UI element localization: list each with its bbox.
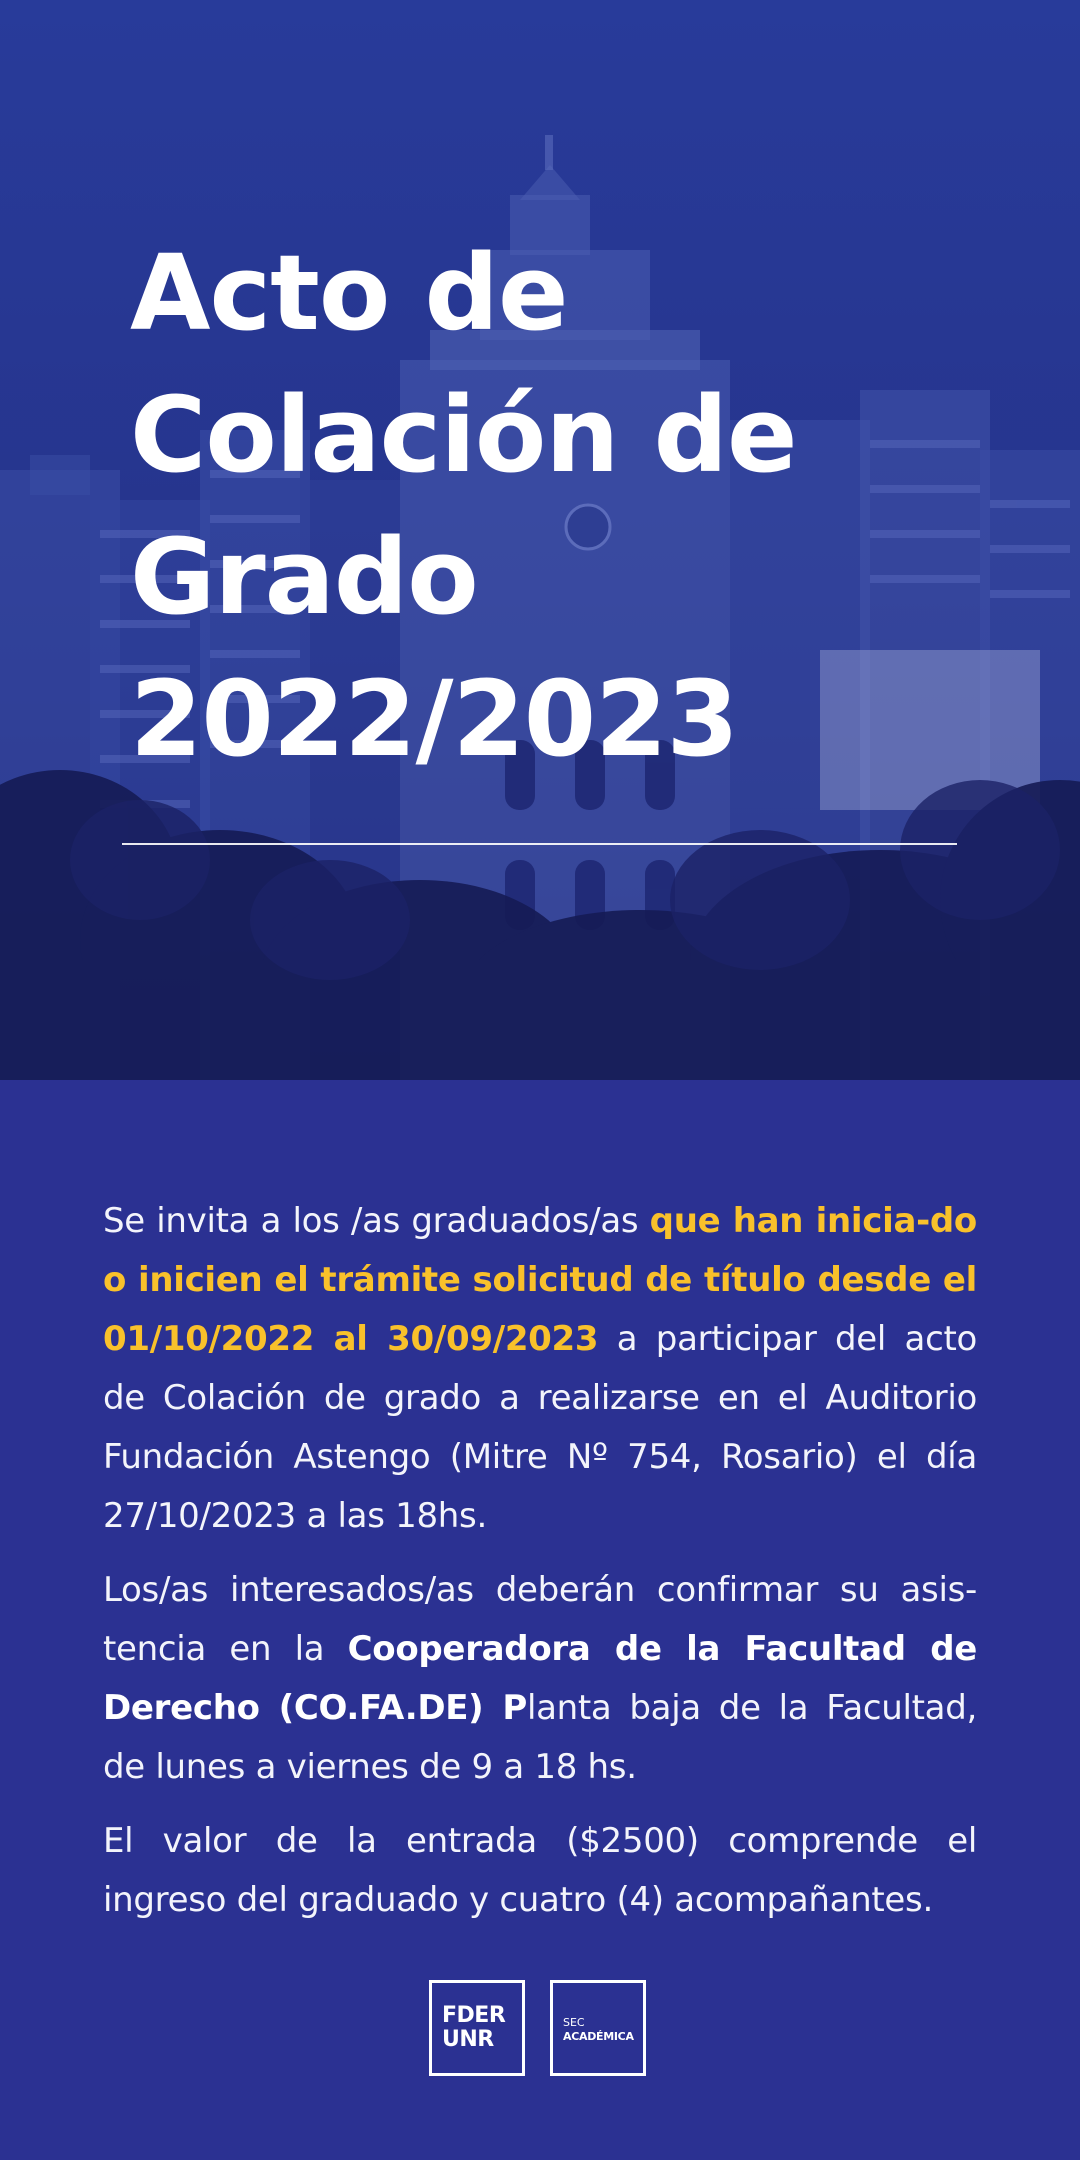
sec-logo-line-1: SEC [563, 2016, 585, 2029]
invitation-date-range: que han inicia-do o inicien el trámite solicitud de título desde el 01/10/2022 al 30/09/2023 [103, 1201, 977, 1359]
title-line-1: Acto de [130, 232, 568, 354]
cooperadora-name: Cooperadora de la Facultad de Derecho (CO.FA.DE) P [103, 1629, 978, 1728]
invitation-venue: a participar del acto de Colación de grado a realizarse en el Auditorio Fundación Astengo (Mitre Nº 754, Rosario) el día 27/10/2023 a las 18hs. [103, 1319, 977, 1536]
event-title [130, 222, 980, 790]
title-line-2: Colación de [130, 374, 797, 496]
fder-logo-line-1: FDER [442, 2003, 506, 2028]
title-line-4: 2022/2023 [130, 658, 738, 780]
confirmation-paragraph [103, 1561, 977, 1797]
sec-academica-logo [550, 1980, 646, 2076]
fder-unr-logo [429, 1980, 525, 2076]
confirmation-intro: Los/as interesados/as deberán confirmar su asis-tencia en la [103, 1570, 977, 1669]
title-divider [122, 843, 957, 845]
confirmation-hours: lanta baja de la Facultad, de lunes a viernes de 9 a 18 hs. [103, 1688, 978, 1787]
title-line-3: Grado [130, 516, 478, 638]
fder-logo-line-2: UNR [442, 2027, 494, 2052]
sec-logo-line-2: ACADÉMICA [563, 2030, 634, 2043]
ticket-price-paragraph: El valor de la entrada ($2500) comprende el ingreso del graduado y cuatro (4) acompañantes. [103, 1821, 977, 1920]
invitation-intro: Se invita a los /as graduados/as [103, 1201, 650, 1241]
invitation-paragraph [103, 1192, 977, 1546]
